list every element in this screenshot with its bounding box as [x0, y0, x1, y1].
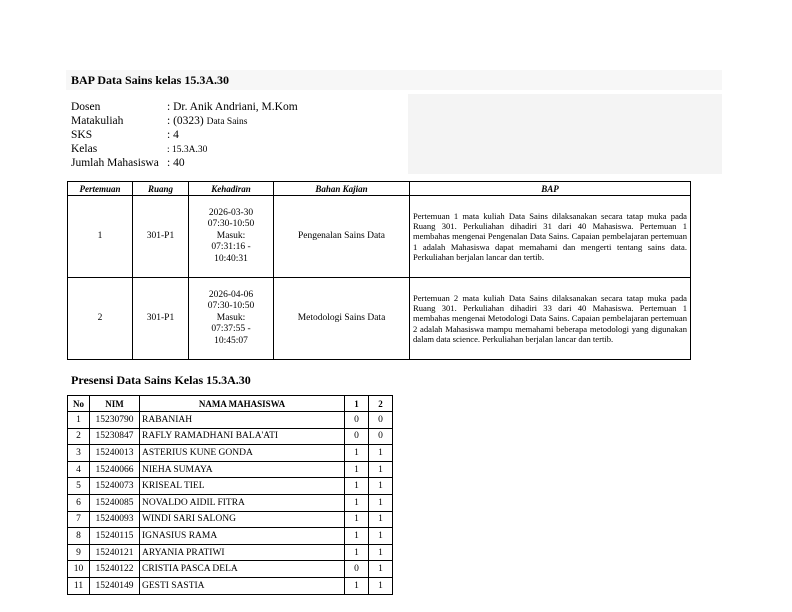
header-nama: NAMA MAHASISWA — [140, 396, 345, 412]
header-pertemuan: Pertemuan — [68, 182, 133, 196]
dosen-value: : Dr. Anik Andriani, M.Kom — [167, 101, 298, 113]
row-number: 8 — [68, 528, 90, 545]
kehadiran-range: 07:37:55 - — [211, 324, 251, 335]
attendance-row — [68, 561, 393, 578]
header-meeting-1: 1 — [345, 396, 369, 412]
attendance-row — [68, 412, 393, 429]
attendance-body — [68, 412, 393, 595]
attendance-row — [68, 511, 393, 528]
document-title: BAP Data Sains kelas 15.3A.30 — [71, 73, 230, 87]
student-name: WINDI SARI SALONG — [140, 511, 345, 528]
student-name: NIEHA SUMAYA — [140, 461, 345, 478]
bap-text-cell: Pertemuan 1 mata kuliah Data Sains dilaksanakan secara tatap muka pada Ruang 301. Perkuliahan dihadiri 31 dari 40 Mahasiswa. Pertemuan 1 membahas mengenai Pengenalan Data Sains. Capaian pembelajaran pertemuan 1 adalah Mahasiswa dapat memahami dan mengerti tentang sains data. Perkuliahan berjalan lancar dan tertib. — [410, 196, 691, 278]
matakuliah-label: Matakuliah — [71, 115, 124, 127]
header-no: No — [68, 396, 90, 412]
student-nim: 15240149 — [90, 577, 140, 594]
course-info — [71, 100, 298, 170]
attendance-meeting-2: 1 — [369, 494, 393, 511]
header-nim: NIM — [90, 396, 140, 412]
attendance-meeting-1: 1 — [345, 494, 369, 511]
attendance-title: Presensi Data Sains Kelas 15.3A.30 — [71, 373, 251, 387]
kehadiran-date: 2026-03-30 — [208, 207, 254, 218]
ruang-cell: 301-P1 — [133, 196, 189, 278]
row-number: 2 — [68, 428, 90, 445]
attendance-meeting-2: 1 — [369, 544, 393, 561]
bap-row — [68, 196, 691, 278]
student-nim: 15240121 — [90, 544, 140, 561]
student-nim: 15240085 — [90, 494, 140, 511]
attendance-meeting-2: 1 — [369, 445, 393, 462]
bap-text-cell: Pertemuan 2 mata kuliah Data Sains dilaksanakan secara tatap muka pada Ruang 301. Perkuliahan dihadiri 33 dari 40 Mahasiswa. Pertemuan 1 membahas mengenai Metodologi Data Sains. Capaian pembelajaran pertemuan 2 adalah Mahasiswa mampu memahami beberapa metodologi yang digunakan dalam data science. Perkuliahan berjalan lancar dan tertib. — [410, 278, 691, 360]
row-number: 1 — [68, 412, 90, 429]
attendance-row — [68, 494, 393, 511]
header-meeting-2: 2 — [369, 396, 393, 412]
kehadiran-end: 10:40:31 — [214, 253, 248, 264]
student-nim: 15230790 — [90, 412, 140, 429]
attendance-meeting-2: 1 — [369, 561, 393, 578]
attendance-meeting-1: 1 — [345, 544, 369, 561]
attendance-row — [68, 461, 393, 478]
bap-header-row — [68, 182, 691, 196]
info-jumlah — [71, 156, 298, 170]
attendance-meeting-2: 1 — [369, 511, 393, 528]
kehadiran-cell — [189, 196, 274, 278]
student-name: KRISEAL TIEL — [140, 478, 345, 495]
attendance-meeting-1: 0 — [345, 561, 369, 578]
attendance-meeting-2: 0 — [369, 428, 393, 445]
attendance-row — [68, 577, 393, 594]
bahan-kajian-cell: Metodologi Sains Data — [274, 278, 410, 360]
info-dosen — [71, 100, 298, 114]
info-matakuliah — [71, 114, 298, 128]
attendance-meeting-1: 0 — [345, 412, 369, 429]
sks-label: SKS — [71, 129, 93, 141]
header-bahan-kajian: Bahan Kajian — [274, 182, 410, 196]
kehadiran-time: 07:30-10:50 — [207, 301, 255, 312]
row-number: 5 — [68, 478, 90, 495]
header-bap: BAP — [410, 182, 691, 196]
kehadiran-range: 07:31:16 - — [211, 242, 251, 253]
dosen-label: Dosen — [71, 101, 101, 113]
kehadiran-cell — [189, 278, 274, 360]
attendance-meeting-2: 0 — [369, 412, 393, 429]
header-ruang: Ruang — [133, 182, 189, 196]
attendance-meeting-2: 1 — [369, 528, 393, 545]
attendance-meeting-2: 1 — [369, 577, 393, 594]
student-name: CRISTIA PASCA DELA — [140, 561, 345, 578]
row-number: 4 — [68, 461, 90, 478]
sks-value: : 4 — [167, 129, 179, 141]
kehadiran-end: 10:45:07 — [214, 335, 248, 346]
attendance-row — [68, 428, 393, 445]
row-number: 7 — [68, 511, 90, 528]
student-nim: 15240066 — [90, 461, 140, 478]
jumlah-value: : 40 — [167, 157, 185, 169]
bap-row — [68, 278, 691, 360]
attendance-meeting-2: 1 — [369, 461, 393, 478]
attendance-meeting-1: 1 — [345, 445, 369, 462]
attendance-table — [67, 395, 393, 595]
student-name: RAFLY RAMADHANI BALA'ATI — [140, 428, 345, 445]
student-name: NOVALDO AIDIL FITRA — [140, 494, 345, 511]
info-band — [408, 94, 722, 174]
attendance-meeting-1: 1 — [345, 461, 369, 478]
attendance-row — [68, 478, 393, 495]
kehadiran-time: 07:30-10:50 — [207, 219, 255, 230]
row-number: 3 — [68, 445, 90, 462]
attendance-meeting-1: 1 — [345, 511, 369, 528]
attendance-meeting-1: 1 — [345, 478, 369, 495]
bahan-kajian-cell: Pengenalan Sains Data — [274, 196, 410, 278]
bap-table — [67, 181, 691, 360]
student-name: GESTI SASTIA — [140, 577, 345, 594]
kehadiran-masuk: Masuk: — [216, 230, 246, 241]
pertemuan-cell: 2 — [68, 278, 133, 360]
student-nim: 15240013 — [90, 445, 140, 462]
attendance-meeting-2: 1 — [369, 478, 393, 495]
student-nim: 15240122 — [90, 561, 140, 578]
attendance-row — [68, 544, 393, 561]
student-name: ARYANIA PRATIWI — [140, 544, 345, 561]
kelas-label: Kelas — [71, 143, 98, 155]
attendance-header-row — [68, 396, 393, 412]
student-name: RABANIAH — [140, 412, 345, 429]
ruang-cell: 301-P1 — [133, 278, 189, 360]
student-nim: 15240093 — [90, 511, 140, 528]
attendance-meeting-1: 1 — [345, 577, 369, 594]
pertemuan-cell: 1 — [68, 196, 133, 278]
matakuliah-name: Data Sains — [206, 117, 248, 127]
student-nim: 15230847 — [90, 428, 140, 445]
row-number: 6 — [68, 494, 90, 511]
kehadiran-masuk: Masuk: — [216, 312, 246, 323]
jumlah-label: Jumlah Mahasiswa — [71, 157, 159, 169]
row-number: 9 — [68, 544, 90, 561]
kelas-value: : 15.3A.30 — [167, 145, 208, 155]
attendance-meeting-1: 1 — [345, 528, 369, 545]
kehadiran-date: 2026-04-06 — [208, 289, 254, 300]
student-nim: 15240073 — [90, 478, 140, 495]
info-kelas — [71, 142, 298, 156]
attendance-row — [68, 528, 393, 545]
matakuliah-code: : (0323) — [167, 115, 204, 127]
student-name: IGNASIUS RAMA — [140, 528, 345, 545]
row-number: 10 — [68, 561, 90, 578]
info-sks — [71, 128, 298, 142]
header-kehadiran: Kehadiran — [189, 182, 274, 196]
attendance-meeting-1: 0 — [345, 428, 369, 445]
student-name: ASTERIUS KUNE GONDA — [140, 445, 345, 462]
row-number: 11 — [68, 577, 90, 594]
student-nim: 15240115 — [90, 528, 140, 545]
attendance-row — [68, 445, 393, 462]
